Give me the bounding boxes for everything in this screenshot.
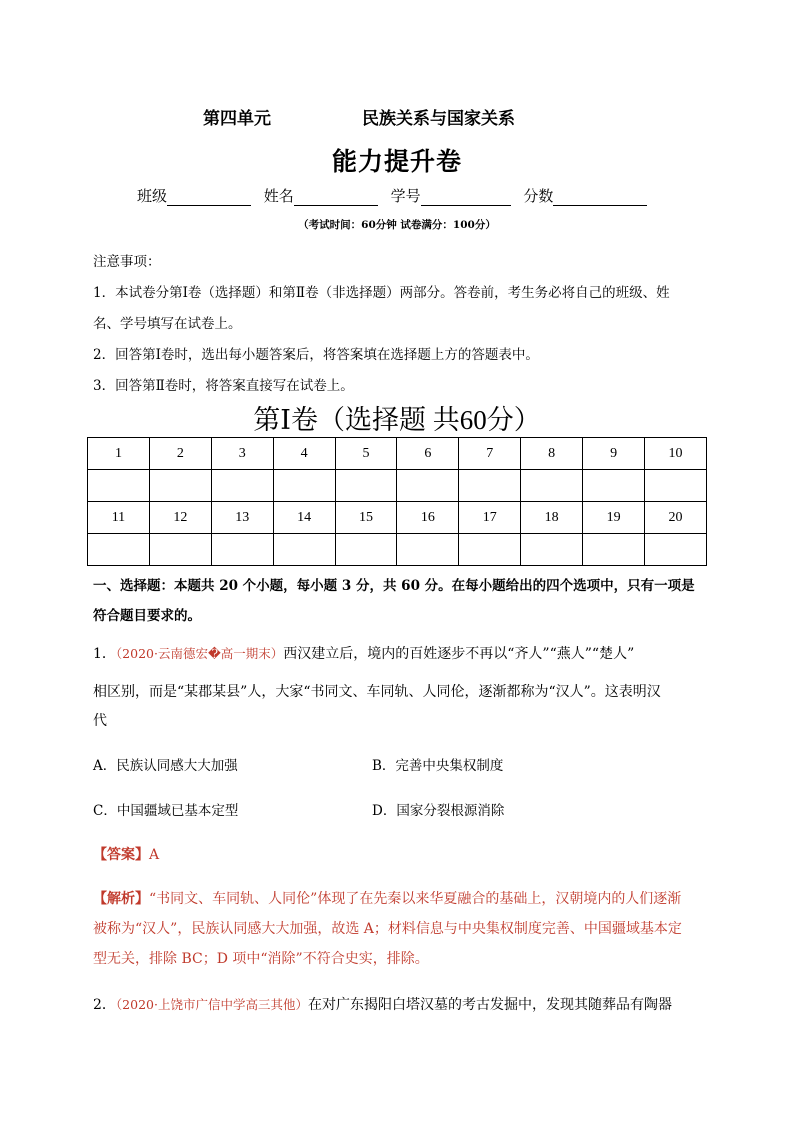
question-number-cell: 4 (273, 438, 335, 470)
answer-table-header-row-1 (88, 438, 707, 470)
answer-cell[interactable] (211, 534, 273, 566)
question-number-cell: 10 (645, 438, 707, 470)
score-label: 分数 (523, 187, 554, 205)
question-1-line-3: 代 (93, 713, 107, 729)
answer-cell[interactable] (459, 534, 521, 566)
student-id-label: 学号 (390, 187, 421, 205)
notice-heading: 注意事项： (93, 254, 161, 270)
student-info-row (137, 185, 655, 206)
question-1-stem: 西汉建立后，境内的百姓逐步不再以“齐人”“燕人”“楚人” (283, 646, 635, 662)
question-number-cell: 1 (88, 438, 150, 470)
question-number-cell: 17 (459, 502, 521, 534)
analysis-label: 【解析】 (93, 891, 149, 907)
question-1-line-2: 相区别，而是“某郡某县”人，大家“书同文、车同轨、人同伦，逐渐都称为“汉人”。这表明汉 (93, 684, 661, 700)
unit-topic: 民族关系与国家关系 (362, 109, 515, 129)
option-d[interactable]: D．国家分裂根源消除 (372, 803, 505, 819)
answer-value: A (149, 847, 160, 863)
answer-line (93, 844, 159, 864)
answer-label: 【答案】 (93, 847, 149, 863)
answer-cell[interactable] (521, 534, 583, 566)
question-number-cell: 9 (583, 438, 645, 470)
option-a[interactable]: A．民族认同感大大加强 (93, 758, 238, 774)
answer-cell[interactable] (335, 534, 397, 566)
analysis-line-1 (93, 888, 681, 908)
answer-cell[interactable] (88, 534, 150, 566)
answer-cell[interactable] (583, 470, 645, 502)
page-title: 能力提升卷 (331, 147, 462, 176)
answer-cell[interactable] (149, 470, 211, 502)
notice-item-2: 2．回答第Ⅰ卷时，选出每小题答案后，将答案填在选择题上方的答题表中。 (93, 347, 539, 363)
analysis-line-3: 型无关，排除 BC；D 项中“消除”不符合史实，排除。 (93, 951, 429, 967)
section-title: 第Ⅰ卷（选择题 共60分） (253, 405, 541, 435)
question-2-line-1 (93, 994, 672, 1014)
name-blank[interactable] (294, 191, 378, 206)
answer-cell[interactable] (521, 470, 583, 502)
answer-input-row-1 (88, 470, 707, 502)
class-blank[interactable] (167, 191, 251, 206)
question-1-line-1 (93, 643, 634, 663)
question-2-number: 2． (93, 997, 116, 1013)
question-number-cell: 5 (335, 438, 397, 470)
question-number-cell: 18 (521, 502, 583, 534)
question-number-cell: 19 (583, 502, 645, 534)
score-blank[interactable] (553, 191, 647, 206)
question-number-cell: 2 (149, 438, 211, 470)
answer-cell[interactable] (88, 470, 150, 502)
answer-cell[interactable] (397, 534, 459, 566)
answer-cell[interactable] (273, 534, 335, 566)
question-number-cell: 14 (273, 502, 335, 534)
question-number-cell: 12 (149, 502, 211, 534)
name-label: 姓名 (263, 187, 294, 205)
question-2-stem: 在对广东揭阳白塔汉墓的考古发掘中，发现其随葬品有陶器 (307, 997, 672, 1013)
question-number-cell: 15 (335, 502, 397, 534)
exam-note: （考试时间：60分钟 试卷满分：100分） (298, 219, 496, 231)
answer-cell[interactable] (211, 470, 273, 502)
instructions-line-1: 一、选择题：本题共 20 个小题，每小题 3 分，共 60 分。在每小题给出的四个选项中，只有一项是 (93, 578, 695, 594)
instructions-line-2: 符合题目要求的。 (93, 608, 201, 624)
question-number-cell: 11 (88, 502, 150, 534)
question-number-cell: 16 (397, 502, 459, 534)
answer-cell[interactable] (335, 470, 397, 502)
answer-cell[interactable] (397, 470, 459, 502)
unit-label: 第四单元 (203, 109, 271, 129)
question-1-source: （2020·云南德宏�高一期末） (115, 646, 284, 661)
analysis-line-2: 被称为“汉人”，民族认同感大大加强，故选 A；材料信息与中央集权制度完善、中国疆域基本定 (93, 921, 682, 937)
question-number-cell: 8 (521, 438, 583, 470)
question-2-source: （2020·上饶市广信中学高三其他） (115, 997, 308, 1012)
question-number-cell: 6 (397, 438, 459, 470)
answer-cell[interactable] (645, 470, 707, 502)
answer-cell[interactable] (583, 534, 645, 566)
analysis-text: “书同文、车同轨、人同伦”体现了在先秦以来华夏融合的基础上，汉朝境内的人们逐渐 (149, 891, 682, 907)
question-number-cell: 20 (645, 502, 707, 534)
notice-item-1-line-1: 1．本试卷分第Ⅰ卷（选择题）和第Ⅱ卷（非选择题）两部分。答卷前，考生务必将自己的班级、姓 (93, 285, 670, 301)
answer-input-row-2 (88, 534, 707, 566)
option-b[interactable]: B．完善中央集权制度 (372, 758, 504, 774)
answer-cell[interactable] (149, 534, 211, 566)
question-number-cell: 3 (211, 438, 273, 470)
notice-item-3: 3．回答第Ⅱ卷时，将答案直接写在试卷上。 (93, 378, 354, 394)
answer-table-header-row-2 (88, 502, 707, 534)
student-id-blank[interactable] (421, 191, 511, 206)
answer-cell[interactable] (645, 534, 707, 566)
answer-cell[interactable] (459, 470, 521, 502)
class-label: 班级 (137, 187, 168, 205)
answer-table (87, 437, 707, 566)
question-1-number: 1． (93, 646, 116, 662)
answer-cell[interactable] (273, 470, 335, 502)
option-c[interactable]: C．中国疆域已基本定型 (93, 803, 239, 819)
question-number-cell: 7 (459, 438, 521, 470)
question-number-cell: 13 (211, 502, 273, 534)
notice-item-1-line-2: 名、学号填写在试卷上。 (93, 316, 242, 332)
